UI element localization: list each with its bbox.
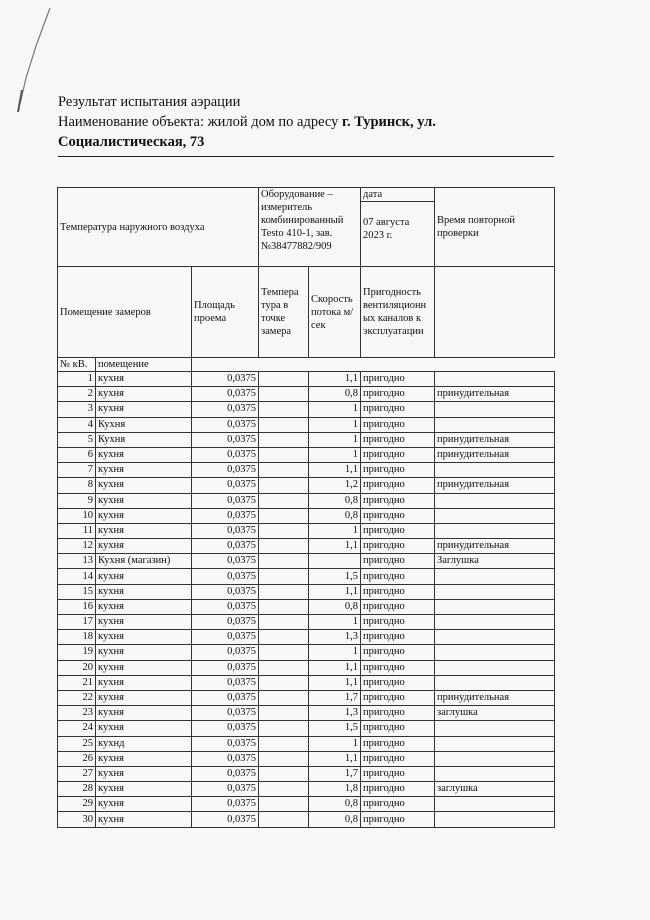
apartment-number: 2: [58, 387, 96, 402]
opening-area: 0,0375: [192, 569, 259, 584]
room-name: кухня: [96, 630, 192, 645]
room-name: Кухня: [96, 432, 192, 447]
table-row: [58, 736, 555, 751]
temperature-value: [259, 630, 309, 645]
temperature-header: Темпера тура в точке замера: [259, 267, 309, 358]
suitability-status: пригодно: [361, 782, 435, 797]
suitability-status: пригодно: [361, 463, 435, 478]
flow-speed: 1: [309, 523, 361, 538]
recheck-note: [435, 402, 555, 417]
temperature-value: [259, 584, 309, 599]
temperature-value: [259, 508, 309, 523]
room-name: Кухня: [96, 417, 192, 432]
opening-area: 0,0375: [192, 751, 259, 766]
table-row: [58, 539, 555, 554]
apartment-number: 17: [58, 615, 96, 630]
table-row: [58, 706, 555, 721]
apartment-number: 28: [58, 782, 96, 797]
temperature-value: [259, 539, 309, 554]
room-name: кухнд: [96, 736, 192, 751]
room-name: кухня: [96, 812, 192, 827]
header-row-3-blank: [192, 358, 555, 372]
flow-speed: 0,8: [309, 797, 361, 812]
date-header: [361, 188, 435, 267]
flow-speed: 0,8: [309, 812, 361, 827]
suitability-status: пригодно: [361, 539, 435, 554]
table-row: [58, 630, 555, 645]
room-name-header: помещение: [96, 358, 192, 372]
table-row: [58, 751, 555, 766]
recheck-note: [435, 812, 555, 827]
recheck-note: [435, 797, 555, 812]
area-header: Площадь проема: [192, 267, 259, 358]
object-name-line: [58, 112, 558, 132]
temperature-value: [259, 402, 309, 417]
recheck-note: принудительная: [435, 387, 555, 402]
suitability-status: пригодно: [361, 493, 435, 508]
scan-pen-stroke: [14, 6, 54, 116]
flow-speed: [309, 554, 361, 569]
table-row: [58, 599, 555, 614]
flow-speed: 1,7: [309, 690, 361, 705]
opening-area: 0,0375: [192, 584, 259, 599]
table-row: [58, 584, 555, 599]
temperature-value: [259, 645, 309, 660]
table-row: [58, 569, 555, 584]
apartment-number: 5: [58, 432, 96, 447]
recheck-note: [435, 523, 555, 538]
apartment-number: 12: [58, 539, 96, 554]
room-name: кухня: [96, 675, 192, 690]
suitability-status: пригодно: [361, 706, 435, 721]
table-header-row-2: [58, 267, 555, 358]
recheck-note: [435, 372, 555, 387]
flow-speed: 1: [309, 417, 361, 432]
temperature-value: [259, 372, 309, 387]
table-row: [58, 417, 555, 432]
apartment-number: 6: [58, 447, 96, 462]
apartment-number: 22: [58, 690, 96, 705]
opening-area: 0,0375: [192, 523, 259, 538]
table-row: [58, 387, 555, 402]
date-title: дата: [361, 188, 434, 202]
room-name: кухня: [96, 660, 192, 675]
opening-area: 0,0375: [192, 508, 259, 523]
flow-speed: 1,7: [309, 766, 361, 781]
opening-area: 0,0375: [192, 554, 259, 569]
temperature-value: [259, 432, 309, 447]
table-row: [58, 615, 555, 630]
room-name: кухня: [96, 706, 192, 721]
flow-speed: 0,8: [309, 599, 361, 614]
flow-speed: 1,3: [309, 630, 361, 645]
room-name: кухня: [96, 372, 192, 387]
suitability-status: пригодно: [361, 797, 435, 812]
opening-area: 0,0375: [192, 736, 259, 751]
apartment-number: 13: [58, 554, 96, 569]
room-header: Помещение замеров: [58, 267, 192, 358]
object-address-part1: г. Туринск, ул.: [342, 114, 436, 130]
recheck-note: [435, 584, 555, 599]
opening-area: 0,0375: [192, 599, 259, 614]
table-row: [58, 690, 555, 705]
table-row: [58, 463, 555, 478]
apartment-number: 24: [58, 721, 96, 736]
recheck-note: [435, 721, 555, 736]
table-row: [58, 721, 555, 736]
suitability-status: пригодно: [361, 599, 435, 614]
flow-speed: 1,2: [309, 478, 361, 493]
table-row: [58, 372, 555, 387]
date-value: 07 августа 2023 г.: [363, 217, 410, 241]
suitability-status: пригодно: [361, 645, 435, 660]
room-name: кухня: [96, 523, 192, 538]
speed-header: Скорость потока м/сек: [309, 267, 361, 358]
apartment-number: 4: [58, 417, 96, 432]
object-name-prefix: Наименование объекта: жилой дом по адресу: [58, 114, 343, 130]
recheck-note: принудительная: [435, 447, 555, 462]
apartment-number: 30: [58, 812, 96, 827]
table-header-row-3: [58, 358, 555, 372]
opening-area: 0,0375: [192, 432, 259, 447]
flow-speed: 1: [309, 736, 361, 751]
suitability-status: пригодно: [361, 690, 435, 705]
flow-speed: 1,1: [309, 539, 361, 554]
result-title: Результат испытания аэрации: [58, 94, 241, 110]
flow-speed: 1,1: [309, 751, 361, 766]
room-name: кухня: [96, 539, 192, 554]
table-row: [58, 675, 555, 690]
table-row: [58, 432, 555, 447]
apartment-number: 20: [58, 660, 96, 675]
opening-area: 0,0375: [192, 493, 259, 508]
room-name: кухня: [96, 645, 192, 660]
recheck-note: принудительная: [435, 432, 555, 447]
room-name: кухня: [96, 797, 192, 812]
room-name: кухня: [96, 493, 192, 508]
temperature-value: [259, 523, 309, 538]
opening-area: 0,0375: [192, 675, 259, 690]
apartment-number: 18: [58, 630, 96, 645]
apartment-number: 8: [58, 478, 96, 493]
table-row: [58, 478, 555, 493]
temperature-value: [259, 554, 309, 569]
table-row: [58, 493, 555, 508]
flow-speed: 1,1: [309, 660, 361, 675]
room-name: кухня: [96, 463, 192, 478]
heading-underline: [58, 156, 554, 157]
room-name: Кухня (магазин): [96, 554, 192, 569]
table-row: [58, 447, 555, 462]
opening-area: 0,0375: [192, 402, 259, 417]
apartment-number: 21: [58, 675, 96, 690]
flow-speed: 1,3: [309, 706, 361, 721]
suitability-status: пригодно: [361, 812, 435, 827]
recheck-note: заглушка: [435, 782, 555, 797]
apartment-number: 26: [58, 751, 96, 766]
suitability-status: пригодно: [361, 478, 435, 493]
temperature-value: [259, 417, 309, 432]
temperature-value: [259, 660, 309, 675]
temperature-value: [259, 812, 309, 827]
flow-speed: 0,8: [309, 387, 361, 402]
room-name: кухня: [96, 478, 192, 493]
apartment-number: 3: [58, 402, 96, 417]
suitability-status: пригодно: [361, 615, 435, 630]
flow-speed: 1: [309, 402, 361, 417]
opening-area: 0,0375: [192, 690, 259, 705]
opening-area: 0,0375: [192, 630, 259, 645]
table-row: [58, 782, 555, 797]
flow-speed: 1,5: [309, 721, 361, 736]
recheck-note: [435, 645, 555, 660]
apartment-number: 14: [58, 569, 96, 584]
apartment-no-header: № кВ.: [58, 358, 96, 372]
room-name: кухня: [96, 721, 192, 736]
recheck-note: [435, 736, 555, 751]
suitability-status: пригодно: [361, 766, 435, 781]
suitability-status: пригодно: [361, 584, 435, 599]
room-name: кухня: [96, 508, 192, 523]
room-name: кухня: [96, 447, 192, 462]
recheck-note: [435, 615, 555, 630]
room-name: кухня: [96, 782, 192, 797]
apartment-number: 7: [58, 463, 96, 478]
suitability-status: пригодно: [361, 523, 435, 538]
suitability-status: пригодно: [361, 675, 435, 690]
temperature-value: [259, 706, 309, 721]
recheck-note: принудительная: [435, 539, 555, 554]
opening-area: 0,0375: [192, 766, 259, 781]
temperature-value: [259, 463, 309, 478]
apartment-number: 9: [58, 493, 96, 508]
recheck-note: [435, 508, 555, 523]
table-row: [58, 797, 555, 812]
apartment-number: 16: [58, 599, 96, 614]
flow-speed: 1,1: [309, 584, 361, 599]
suitability-status: пригодно: [361, 751, 435, 766]
temperature-value: [259, 493, 309, 508]
room-name: кухня: [96, 569, 192, 584]
document-heading: [58, 92, 558, 152]
table-row: [58, 402, 555, 417]
apartment-number: 10: [58, 508, 96, 523]
table-header-row-1: [58, 188, 555, 267]
room-name: кухня: [96, 584, 192, 599]
temperature-value: [259, 797, 309, 812]
recheck-note: заглушка: [435, 706, 555, 721]
suitability-status: пригодно: [361, 402, 435, 417]
table-row: [58, 660, 555, 675]
table-row: [58, 645, 555, 660]
outdoor-temp-header: Температура наружного воздуха: [58, 188, 259, 267]
temperature-value: [259, 599, 309, 614]
opening-area: 0,0375: [192, 387, 259, 402]
recheck-note: [435, 751, 555, 766]
recheck-note: [435, 660, 555, 675]
apartment-number: 19: [58, 645, 96, 660]
flow-speed: 1: [309, 432, 361, 447]
room-name: кухня: [96, 402, 192, 417]
recheck-note: Заглушка: [435, 554, 555, 569]
flow-speed: 1,8: [309, 782, 361, 797]
temperature-value: [259, 675, 309, 690]
apartment-number: 29: [58, 797, 96, 812]
room-name: кухня: [96, 599, 192, 614]
opening-area: 0,0375: [192, 782, 259, 797]
suitability-status: пригодно: [361, 508, 435, 523]
room-name: кухня: [96, 766, 192, 781]
temperature-value: [259, 478, 309, 493]
table-row: [58, 766, 555, 781]
apartment-number: 25: [58, 736, 96, 751]
suitability-status: пригодно: [361, 554, 435, 569]
temperature-value: [259, 569, 309, 584]
flow-speed: 1: [309, 645, 361, 660]
temperature-value: [259, 690, 309, 705]
temperature-value: [259, 782, 309, 797]
opening-area: 0,0375: [192, 372, 259, 387]
opening-area: 0,0375: [192, 721, 259, 736]
temperature-value: [259, 736, 309, 751]
aeration-results-table: [57, 187, 555, 828]
apartment-number: 1: [58, 372, 96, 387]
opening-area: 0,0375: [192, 447, 259, 462]
recheck-note: [435, 463, 555, 478]
opening-area: 0,0375: [192, 706, 259, 721]
apartment-number: 27: [58, 766, 96, 781]
apartment-number: 15: [58, 584, 96, 599]
apartment-number: 11: [58, 523, 96, 538]
recheck-header: Время повторной проверки: [435, 188, 555, 267]
recheck-note: [435, 493, 555, 508]
recheck-note: [435, 569, 555, 584]
temperature-value: [259, 721, 309, 736]
suitability-status: пригодно: [361, 630, 435, 645]
suitability-status: пригодно: [361, 432, 435, 447]
opening-area: 0,0375: [192, 797, 259, 812]
opening-area: 0,0375: [192, 463, 259, 478]
opening-area: 0,0375: [192, 812, 259, 827]
recheck-note: [435, 417, 555, 432]
temperature-value: [259, 447, 309, 462]
recheck-note: [435, 630, 555, 645]
flow-speed: 1,1: [309, 372, 361, 387]
flow-speed: 1: [309, 447, 361, 462]
suitability-status: пригодно: [361, 660, 435, 675]
opening-area: 0,0375: [192, 660, 259, 675]
object-address-part2: Социалистическая, 73: [58, 134, 205, 150]
table-row: [58, 812, 555, 827]
recheck-note: [435, 675, 555, 690]
temperature-value: [259, 766, 309, 781]
recheck-note: принудительная: [435, 690, 555, 705]
suitability-status: пригодно: [361, 447, 435, 462]
room-name: кухня: [96, 387, 192, 402]
opening-area: 0,0375: [192, 615, 259, 630]
table-row: [58, 523, 555, 538]
flow-speed: 0,8: [309, 508, 361, 523]
flow-speed: 1,5: [309, 569, 361, 584]
temperature-value: [259, 615, 309, 630]
suitability-header: Пригодность вентиляционн ых каналов к эксплуатации: [361, 267, 435, 358]
room-name: кухня: [96, 690, 192, 705]
temperature-value: [259, 387, 309, 402]
opening-area: 0,0375: [192, 645, 259, 660]
opening-area: 0,0375: [192, 539, 259, 554]
table-row: [58, 508, 555, 523]
suitability-status: пригодно: [361, 569, 435, 584]
table-row: [58, 554, 555, 569]
suitability-status: пригодно: [361, 736, 435, 751]
suitability-status: пригодно: [361, 721, 435, 736]
suitability-status: пригодно: [361, 372, 435, 387]
recheck-header-blank: [435, 267, 555, 358]
opening-area: 0,0375: [192, 478, 259, 493]
suitability-status: пригодно: [361, 417, 435, 432]
recheck-note: принудительная: [435, 478, 555, 493]
suitability-status: пригодно: [361, 387, 435, 402]
flow-speed: 1: [309, 615, 361, 630]
apartment-number: 23: [58, 706, 96, 721]
flow-speed: 0,8: [309, 493, 361, 508]
recheck-note: [435, 766, 555, 781]
opening-area: 0,0375: [192, 417, 259, 432]
recheck-note: [435, 599, 555, 614]
temperature-value: [259, 751, 309, 766]
flow-speed: 1,1: [309, 463, 361, 478]
equipment-header: Оборудование – измеритель комбинированный Testo 410-1, зав. №38477882/909: [259, 188, 361, 267]
room-name: кухня: [96, 615, 192, 630]
room-name: кухня: [96, 751, 192, 766]
flow-speed: 1,1: [309, 675, 361, 690]
